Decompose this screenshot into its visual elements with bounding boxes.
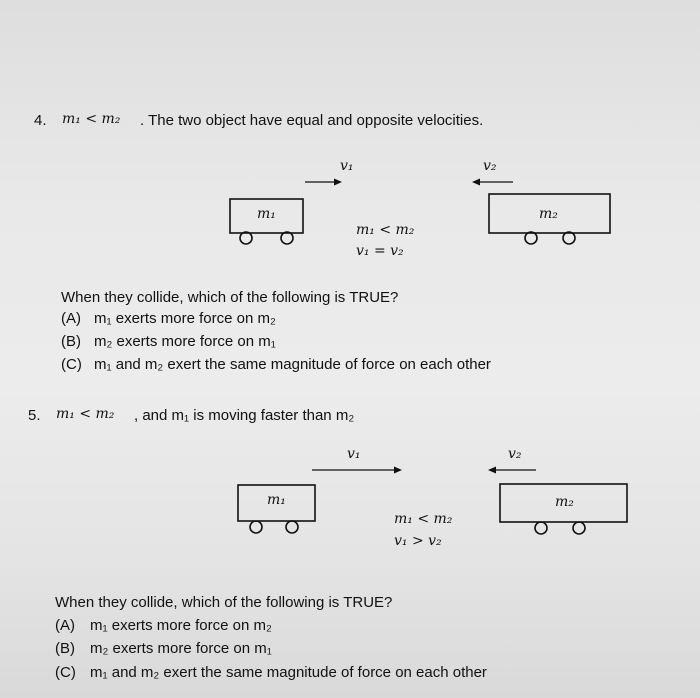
q4-option-a-text: m₁ exerts more force on m₂ (94, 310, 276, 327)
q5-cart1-wheel-right (286, 521, 298, 533)
q4-option-b-letter: (B) (61, 333, 81, 350)
q4-option-b-text: m₂ exerts more force on m₁ (94, 333, 276, 350)
q5-cart2-wheel-left (535, 522, 547, 534)
q4-cart2-wheel-left (525, 232, 537, 244)
q5-cart2-label: m₂ (555, 494, 574, 510)
q4-number: 4. (34, 112, 47, 129)
q5-cart1-label: m₁ (267, 492, 286, 508)
q4-option-a-letter: (A) (61, 310, 81, 327)
q5-number: 5. (28, 407, 41, 424)
q5-v1-label: v₁ (347, 446, 361, 462)
q4-option-c-text: m₁ and m₂ exert the same magnitude of force on each other (94, 356, 491, 373)
q5-option-a-letter: (A) (55, 617, 75, 634)
q5-cart2-wheel-right (573, 522, 585, 534)
q5-relation-mass: m₁ < m₂ (394, 511, 453, 527)
q4-v1-label: v₁ (340, 158, 354, 174)
q4-cart2-label: m₂ (539, 206, 558, 222)
q5-option-c-letter: (C) (55, 664, 76, 681)
q5-relation-velocity: v₁ > v₂ (394, 533, 442, 549)
q5-header-math: m₁ < m₂ (56, 406, 115, 422)
q5-option-b-letter: (B) (55, 640, 75, 657)
q4-v2-label: v₂ (483, 158, 497, 174)
q5-header-text: , and m₁ is moving faster than m₂ (134, 407, 355, 424)
q4-relation-mass: m₁ < m₂ (356, 222, 415, 238)
q4-cart1-wheel-left (240, 232, 252, 244)
q4-header-math: m₁ < m₂ (62, 111, 121, 127)
q5-option-b-text: m₂ exerts more force on m₁ (90, 640, 272, 657)
q5-question: When they collide, which of the following is TRUE? (55, 594, 393, 611)
q4-option-c-letter: (C) (61, 356, 82, 373)
q4-cart1-label: m₁ (257, 206, 276, 222)
q4-cart2-wheel-right (563, 232, 575, 244)
q5-cart1-wheel-left (250, 521, 262, 533)
q4-question: When they collide, which of the following is TRUE? (61, 289, 399, 306)
q5-option-a-text: m₁ exerts more force on m₂ (90, 617, 272, 634)
q4-cart1-wheel-right (281, 232, 293, 244)
q5-option-c-text: m₁ and m₂ exert the same magnitude of force on each other (90, 664, 487, 681)
q4-relation-velocity: v₁ = v₂ (356, 243, 404, 259)
q4-header-text: . The two object have equal and opposite velocities. (140, 112, 484, 129)
q5-v2-label: v₂ (508, 446, 522, 462)
